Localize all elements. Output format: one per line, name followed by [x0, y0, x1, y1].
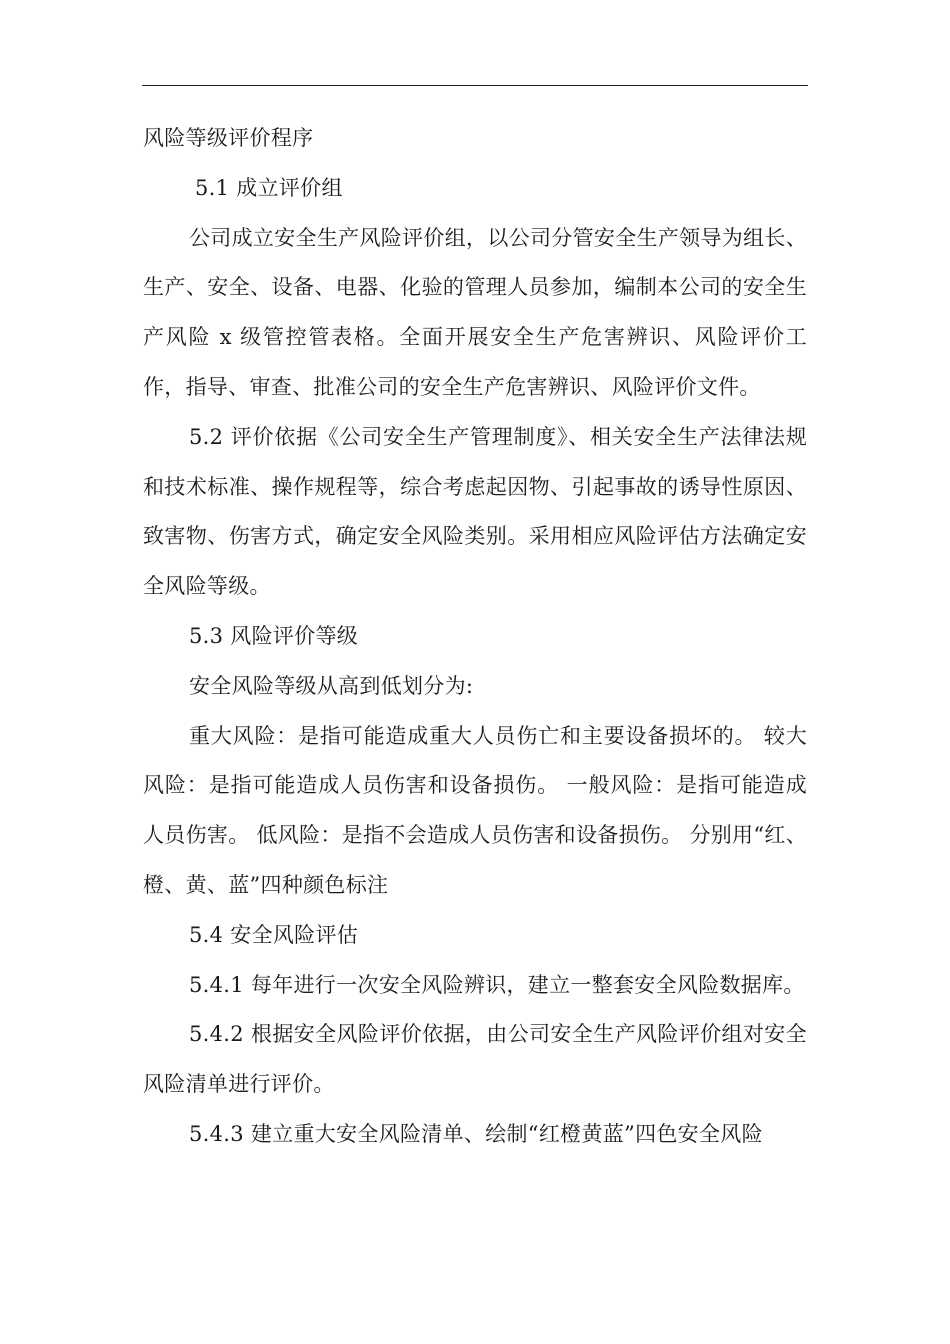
section-5-1-paragraph: 公司成立安全生产风险评价组，以公司分管安全生产领导为组长、生产、安全、设备、电器、化验的管理人员参加，编制本公司的安全生产风险 x 级管控管表格。全面开展安全生产危害辨识、风险评价工作，指导、审查、批准公司的安全生产危害辨识、风险评价文件。 — [143, 225, 807, 399]
section-5-2-paragraph: 5.2 评价依据《公司安全生产管理制度》、相关安全生产法律法规和技术标准、操作规程等，综合考虑起因物、引起事故的诱导性原因、致害物、伤害方式，确定安全风险类别。采用相应风险评估方法确定安全风险等级。 — [143, 424, 807, 599]
section-5-4-2-paragraph: 5.4.2 根据安全风险评价依据，由公司安全生产风险评价组对安全风险清单进行评价。 — [143, 1022, 807, 1097]
section-5-3-heading: 5.3 风险评价等级 — [189, 623, 359, 648]
section-5-4-heading: 5.4 安全风险评估 — [189, 922, 359, 947]
document-body — [143, 114, 807, 1160]
section-5-4-3-paragraph: 5.4.3 建立重大安全风险清单、绘制“红橙黄蓝”四色安全风险 — [189, 1121, 763, 1146]
section-title: 风险等级评价程序 — [143, 126, 314, 150]
section-5-1-heading: 5.1 成立评价组 — [195, 175, 343, 200]
section-5-4-1-paragraph: 5.4.1 每年进行一次安全风险辨识，建立一整套安全风险数据库。 — [189, 972, 805, 997]
header-rule — [142, 85, 808, 86]
section-5-3-risk-levels: 重大风险：是指可能造成重大人员伤亡和主要设备损坏的。 较大风险：是指可能造成人员伤害和设备损伤。 一般风险：是指可能造成人员伤害。 低风险：是指不会造成人员伤害和设备损伤。 分别用“红、橙、黄、蓝”四种颜色标注 — [143, 723, 807, 897]
section-5-3-intro: 安全风险等级从高到低划分为: — [189, 673, 474, 698]
